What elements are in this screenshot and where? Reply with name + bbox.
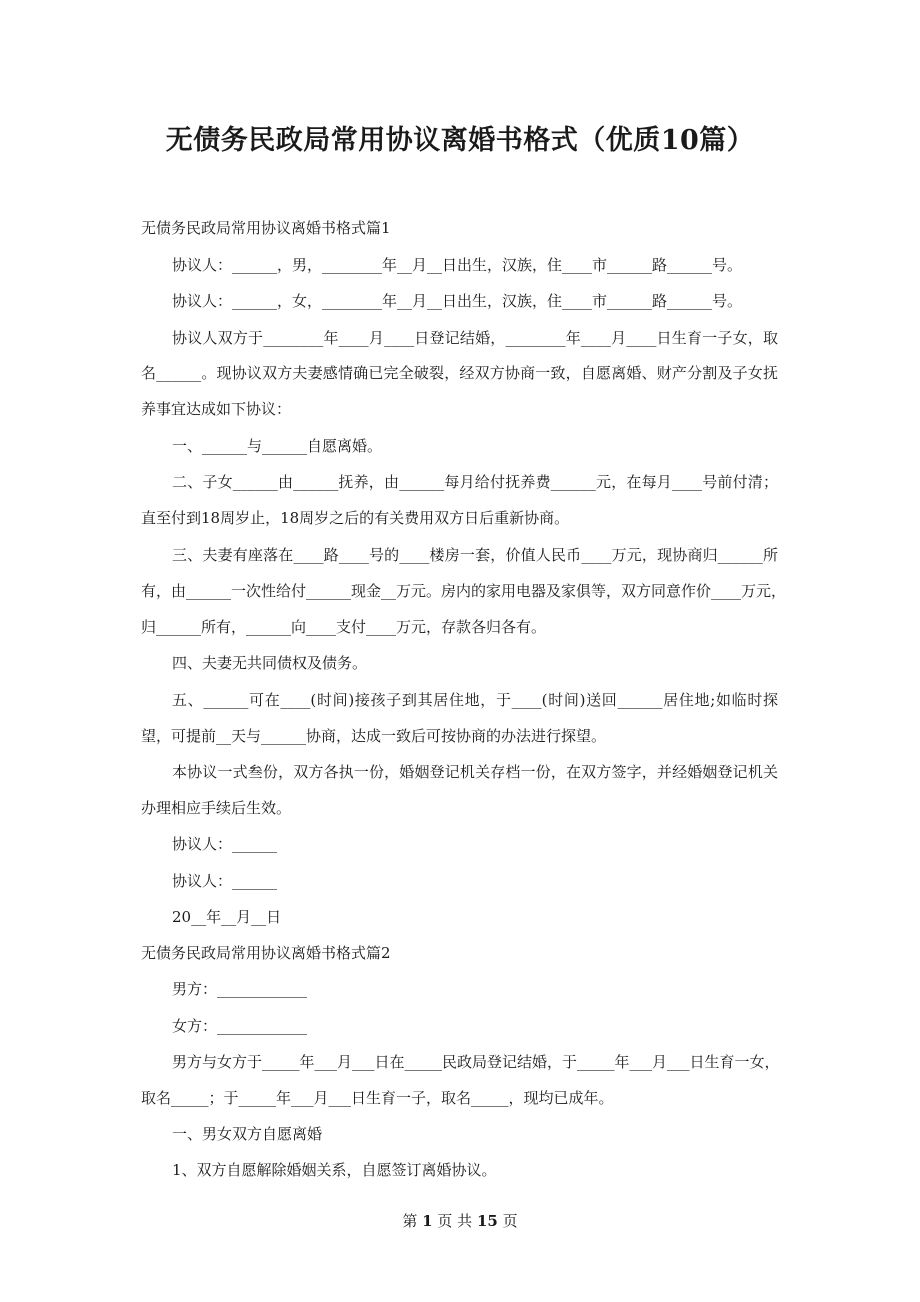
section-heading: 无债务民政局常用协议离婚书格式篇2 xyxy=(141,944,391,962)
current-page-number: 1 xyxy=(422,1212,433,1230)
section-heading: 无债务民政局常用协议离婚书格式篇1 xyxy=(141,219,391,237)
paragraph-line: 协议人双方于________年____月____日登记结婚，________年____月____日生育一子女，取 xyxy=(172,329,778,347)
paragraph-line: 望，可提前__天与______协商，达成一致后可按协商的办法进行探望。 xyxy=(141,727,607,745)
footer-suffix: 页 xyxy=(502,1212,518,1230)
paragraph-line: 1、双方自愿解除婚姻关系，自愿签订离婚协议。 xyxy=(172,1161,497,1179)
paragraph-line: 办理相应手续后生效。 xyxy=(141,799,292,817)
paragraph-line: 直至付到18周岁止，18周岁之后的有关费用双方日后重新协商。 xyxy=(141,509,570,527)
paragraph-line: 有，由______一次性给付______现金__万元。房内的家用电器及家俱等，双方同意作价____万元， xyxy=(141,582,787,600)
total-page-number: 15 xyxy=(476,1212,498,1230)
footer-prefix: 第 xyxy=(402,1212,418,1230)
paragraph-line: 四、夫妻无共同债权及债务。 xyxy=(172,654,368,672)
paragraph-line: 协议人：______，女，________年__月__日出生，汉族，住____市______路______号。 xyxy=(172,292,743,310)
paragraph-line: 本协议一式叁份，双方各执一份，婚姻登记机关存档一份，在双方签字，并经婚姻登记机关 xyxy=(172,763,778,781)
paragraph-line: 五、______可在____(时间)接孩子到其居住地，于____(时间)送回______居住地;如临时探 xyxy=(172,691,778,709)
paragraph-line: 一、男女双方自愿离婚 xyxy=(172,1125,323,1143)
paragraph-line: 女方：____________ xyxy=(172,1017,308,1035)
paragraph-line: 名______。现协议双方夫妻感情确已完全破裂，经双方协商一致，自愿离婚、财产分割及子女抚 xyxy=(141,364,778,382)
date-line: 20__年__月__日 xyxy=(172,908,282,926)
paragraph-line: 归______所有，______向____支付____万元，存款各归各有。 xyxy=(141,618,547,636)
paragraph-line: 男方：____________ xyxy=(172,980,308,998)
paragraph-line: 男方与女方于_____年___月___日在_____民政局登记结婚，于_____年___月___日生育一女， xyxy=(172,1053,780,1071)
page-footer xyxy=(0,1210,920,1231)
document-title: 无债务民政局常用协议离婚书格式（优质10篇） xyxy=(165,125,755,156)
signature-line: 协议人：______ xyxy=(172,872,278,890)
footer-middle: 页 共 xyxy=(437,1212,473,1230)
paragraph-line: 二、子女______由______抚养，由______每月给付抚养费______元，在每月____号前付清； xyxy=(172,473,778,491)
paragraph-line: 一、______与______自愿离婚。 xyxy=(172,437,383,455)
paragraph-line: 养事宜达成如下协议： xyxy=(141,400,292,418)
paragraph-line: 取名_____；于_____年___月___日生育一子，取名_____，现均已成年。 xyxy=(141,1089,614,1107)
paragraph-line: 协议人：______，男，________年__月__日出生，汉族，住____市______路______号。 xyxy=(172,256,743,274)
signature-line: 协议人：______ xyxy=(172,835,278,853)
paragraph-line: 三、夫妻有座落在____路____号的____楼房一套，价值人民币____万元，现协商归______所 xyxy=(172,546,778,564)
